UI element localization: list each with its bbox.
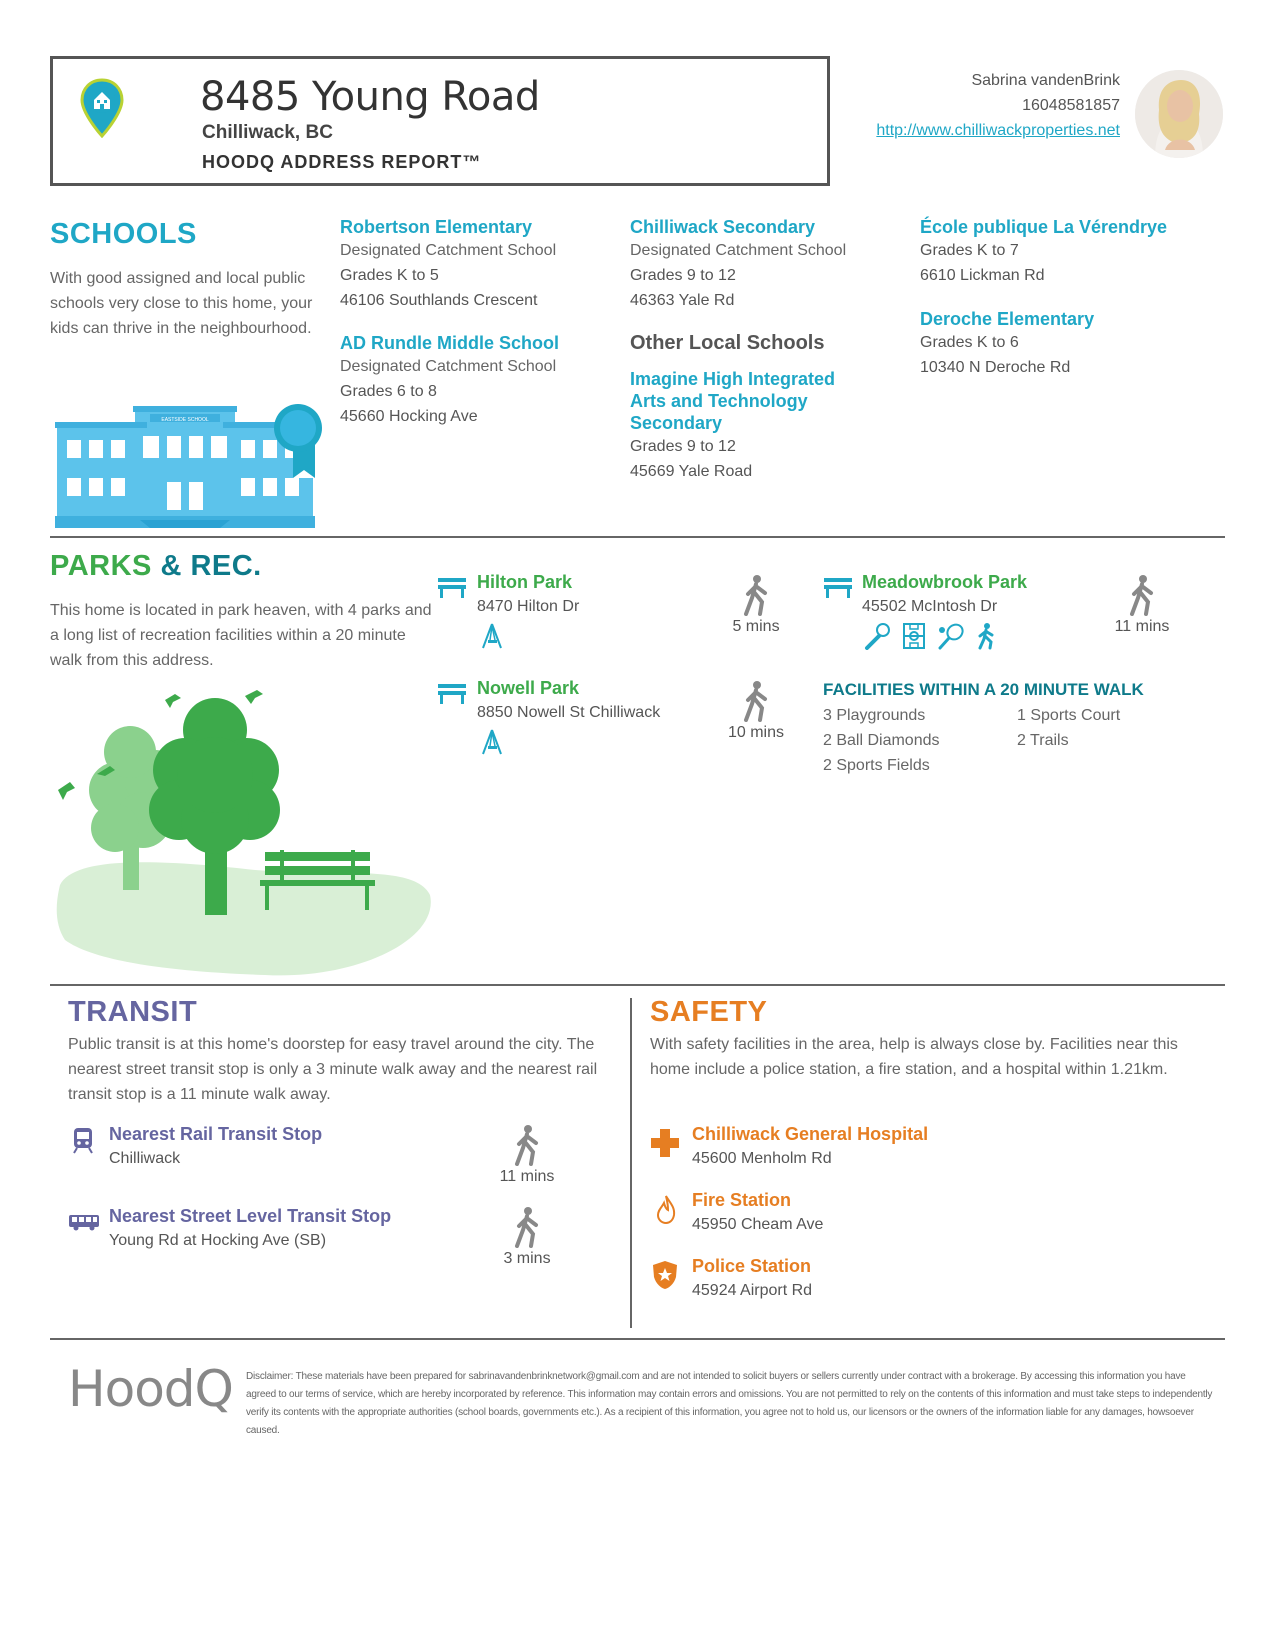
school-grades: Grades K to 5 bbox=[340, 267, 439, 284]
transit-intro: Public transit is at this home's doorstep for easy travel around the city. The nearest street transit stop is only a 3 minute walk away and the nearest rail transit stop is a 11 minute walk away. bbox=[68, 1036, 598, 1103]
playground-icon bbox=[480, 728, 504, 761]
safety-facility-address: 45924 Airport Rd bbox=[692, 1282, 813, 1299]
school-grades: Grades K to 7 bbox=[920, 242, 1019, 259]
safety-facility-address: 45600 Menholm Rd bbox=[692, 1150, 832, 1167]
school-address: 6610 Lickman Rd bbox=[920, 267, 1045, 284]
school-name[interactable]: École publique La Vérendrye bbox=[920, 217, 1168, 237]
walk-time: 11 mins bbox=[1114, 618, 1170, 635]
school-robertson bbox=[340, 216, 615, 313]
school-name[interactable]: Chilliwack Secondary bbox=[630, 217, 816, 237]
safety-facility-name[interactable]: Chilliwack General Hospital bbox=[692, 1124, 929, 1144]
school-name[interactable]: Robertson Elementary bbox=[340, 217, 533, 237]
park-address: 8470 Hilton Dr bbox=[477, 598, 580, 615]
facility-item: 2 Trails bbox=[1017, 732, 1069, 749]
flame-icon bbox=[656, 1194, 676, 1229]
school-type: Designated Catchment School bbox=[340, 242, 557, 259]
park-address: 45502 McIntosh Dr bbox=[862, 598, 998, 615]
school-address: 10340 N Deroche Rd bbox=[920, 359, 1071, 376]
facilities-list-right bbox=[1017, 703, 1207, 753]
location-pin-icon bbox=[80, 78, 124, 143]
park-name[interactable]: Hilton Park bbox=[477, 572, 573, 592]
transit-stop-address: Young Rd at Hocking Ave (SB) bbox=[109, 1232, 327, 1249]
facility-item: 2 Ball Diamonds bbox=[823, 732, 940, 749]
walking-person-icon bbox=[513, 1206, 541, 1253]
bus-icon bbox=[68, 1212, 100, 1237]
facilities-title: FACILITIES WITHIN A 20 MINUTE WALK bbox=[823, 680, 1144, 699]
transit-stop-name[interactable]: Nearest Rail Transit Stop bbox=[109, 1124, 323, 1144]
walk-time: 3 mins bbox=[503, 1250, 551, 1267]
address-title: 8485 Young Road bbox=[200, 74, 540, 120]
facility-item: 1 Sports Court bbox=[1017, 707, 1121, 724]
walk-time: 5 mins bbox=[732, 618, 780, 635]
park-name[interactable]: Nowell Park bbox=[477, 678, 580, 698]
bench-icon bbox=[437, 682, 467, 709]
school-ad-rundle bbox=[340, 332, 615, 429]
other-schools-title: Other Local Schools bbox=[630, 332, 825, 354]
schools-intro: With good assigned and local public schools very close to this home, your kids can thrive in the neighbourhood. bbox=[50, 270, 313, 337]
park-name[interactable]: Meadowbrook Park bbox=[862, 572, 1028, 592]
walk-time: 11 mins bbox=[499, 1168, 555, 1185]
school-type: Designated Catchment School bbox=[340, 358, 557, 375]
school-grades: Grades 6 to 8 bbox=[340, 383, 437, 400]
parks-title bbox=[50, 550, 262, 583]
walking-person-icon bbox=[742, 574, 770, 621]
agent-website-link[interactable]: http://www.chilliwackproperties.net bbox=[876, 122, 1120, 139]
school-banner-text: EASTSIDE SCHOOL bbox=[161, 417, 209, 423]
safety-facility-name[interactable]: Police Station bbox=[692, 1256, 812, 1276]
school-name[interactable]: AD Rundle Middle School bbox=[340, 333, 559, 353]
divider bbox=[50, 536, 1225, 538]
walking-person-icon bbox=[1128, 574, 1156, 621]
school-type: Designated Catchment School bbox=[630, 242, 847, 259]
school-grades: Grades 9 to 12 bbox=[630, 267, 736, 284]
school-deroche bbox=[920, 308, 1220, 380]
facility-item: 3 Playgrounds bbox=[823, 707, 926, 724]
park-illustration bbox=[55, 690, 435, 985]
hoodq-logo: HoodQ bbox=[68, 1360, 233, 1418]
playground-icon bbox=[480, 622, 504, 655]
school-imagine-high bbox=[630, 368, 870, 484]
safety-intro: With safety facilities in the area, help is always close by. Facilities near this home include a police station, a fire station, and a hospital within 1.21km. bbox=[650, 1036, 1178, 1078]
safety-title: SAFETY bbox=[650, 996, 768, 1028]
report-label: HOODQ ADDRESS REPORT™ bbox=[202, 152, 482, 172]
school-grades: Grades 9 to 12 bbox=[630, 438, 736, 455]
school-name[interactable]: Deroche Elementary bbox=[920, 309, 1095, 329]
police-shield-icon bbox=[652, 1260, 678, 1295]
transit-stop-name[interactable]: Nearest Street Level Transit Stop bbox=[109, 1206, 392, 1226]
safety-facility-name[interactable]: Fire Station bbox=[692, 1190, 792, 1210]
safety-facility-address: 45950 Cheam Ave bbox=[692, 1216, 824, 1233]
divider bbox=[50, 1338, 1225, 1340]
tennis-racket-icon bbox=[936, 622, 966, 655]
park-address: 8850 Nowell St Chilliwack bbox=[477, 704, 661, 721]
school-address: 46106 Southlands Crescent bbox=[340, 292, 538, 309]
school-building-illustration bbox=[55, 398, 330, 538]
walking-person-icon bbox=[513, 1124, 541, 1171]
school-address: 45669 Yale Road bbox=[630, 463, 753, 480]
school-chilliwack-secondary bbox=[630, 216, 910, 313]
school-address: 46363 Yale Rd bbox=[630, 292, 735, 309]
parks-title-a: PARKS bbox=[50, 550, 152, 582]
agent-name: Sabrina vandenBrink bbox=[971, 72, 1120, 89]
train-icon bbox=[72, 1126, 94, 1159]
walking-person-icon bbox=[742, 680, 770, 727]
school-grades: Grades K to 6 bbox=[920, 334, 1019, 351]
address-city: Chilliwack, BC bbox=[202, 122, 333, 143]
hospital-cross-icon bbox=[650, 1128, 680, 1163]
baseball-icon bbox=[864, 622, 892, 655]
parks-title-b: & REC. bbox=[160, 550, 262, 582]
running-person-icon bbox=[976, 622, 996, 655]
walk-time: 10 mins bbox=[727, 724, 785, 741]
disclaimer-text: Disclaimer: These materials have been prepared for sabrinavandenbrinknetwork@gmail.com and are not intended to solicit buyers or sellers currently under contract with a brokerage. By accessing this information you have agreed to our terms of service, which are hereby incorporated by reference. This information may contain errors and omissions. You are not permitted to rely on the contents of this information and must take steps to independently verify its contents with the appropriate authorities (school boards, governments etc.). As a recipient of this information, you agree not to hold us, our licensors or the owners of the information liable for any damages, howsoever caused. bbox=[246, 1371, 1213, 1436]
facility-item: 2 Sports Fields bbox=[823, 757, 930, 774]
avatar bbox=[1135, 70, 1223, 158]
transit-stop-address: Chilliwack bbox=[109, 1150, 181, 1167]
facilities-list-left bbox=[823, 703, 1013, 778]
bench-icon bbox=[437, 576, 467, 603]
divider bbox=[50, 984, 1225, 986]
bench-icon bbox=[823, 576, 853, 603]
schools-title: SCHOOLS bbox=[50, 218, 197, 250]
school-name[interactable]: Imagine High Integrated Arts and Technology Secondary bbox=[630, 369, 836, 433]
transit-title: TRANSIT bbox=[68, 996, 198, 1028]
school-address: 45660 Hocking Ave bbox=[340, 408, 478, 425]
parks-intro: This home is located in park heaven, with 4 parks and a long list of recreation facilities within a 20 minute walk from this address. bbox=[50, 602, 432, 669]
agent-phone: 16048581857 bbox=[1022, 97, 1120, 114]
school-la-verendrye bbox=[920, 216, 1220, 288]
vertical-divider bbox=[630, 998, 632, 1328]
sports-field-icon bbox=[902, 622, 926, 655]
